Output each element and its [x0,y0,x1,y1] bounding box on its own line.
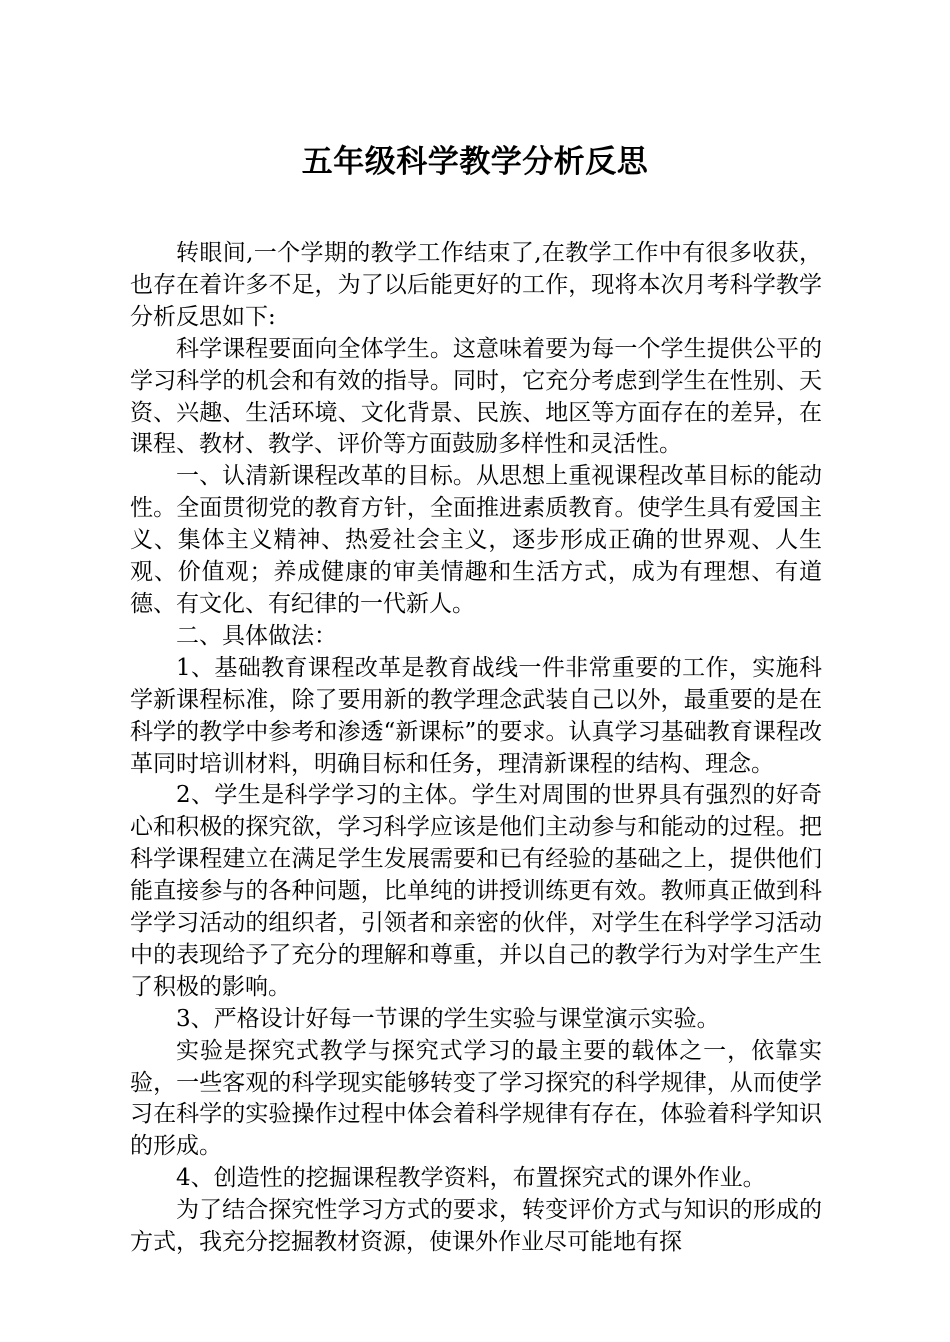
paragraph-item-3: 3、严格设计好每一节课的学生实验与课堂演示实验。 [176,1005,720,1032]
paragraph-section-two-heading: 二、具体做法： [176,622,337,649]
paragraph-experiment: 实验是探究式教学与探究式学习的最主要的载体之一，依靠实验，一些客观的科学现实能够转变了学习探究的科学规律，从而使学习在科学的实验操作过程中体会着科学规律有存在，体验着科学知识的形成。 [130,1037,822,1160]
paragraph-curriculum: 科学课程要面向全体学生。这意味着要为每一个学生提供公平的学习科学的机会和有效的指导。同时，它充分考虑到学生在性别、天资、兴趣、生活环境、文化背景、民族、地区等方面存在的差异，在课程、教材、教学、评价等方面鼓励多样性和灵活性。 [130,335,822,458]
paragraph-intro: 转眼间,一个学期的教学工作结束了,在教学工作中有很多收获，也存在着许多不足，为了以后能更好的工作，现将本次月考科学教学分析反思如下: [130,240,822,330]
document-body [130,238,822,1259]
paragraph-item-2: 2、学生是科学学习的主体。学生对周围的世界具有强烈的好奇心和积极的探究欲，学习科学应该是他们主动参与和能动的过程。把科学课程建立在满足学生发展需要和已有经验的基础之上，提供他们能直接参与的各种问题，比单纯的讲授训练更有效。教师真正做到科学学习活动的组织者，引领者和亲密的伙伴，对学生在科学学习活动中的表现给予了充分的理解和尊重，并以自己的教学行为对学生产生了积极的影响。 [130,782,822,1000]
paragraph-item-4: 4、创造性的挖掘课程教学资料，布置探究式的课外作业。 [176,1165,766,1192]
paragraph-homework: 为了结合探究性学习方式的要求，转变评价方式与知识的形成的方式，我充分挖掘教材资源，使课外作业尽可能地有探 [130,1197,822,1256]
document-title: 五年级科学教学分析反思 [301,144,649,180]
paragraph-item-1: 1、基础教育课程改革是教育战线一件非常重要的工作，实施科学新课程标准，除了要用新的教学理念武装自己以外，最重要的是在科学的教学中参考和渗透“新课标”的要求。认真学习基础教育课程改革同时培训材料，明确目标和任务，理清新课程的结构、理念。 [130,654,822,777]
paragraph-section-one: 一、认清新课程改革的目标。从思想上重视课程改革目标的能动性。全面贯彻党的教育方针，全面推进素质教育。使学生具有爱国主义、集体主义精神、热爱社会主义，逐步形成正确的世界观、人生观、价值观；养成健康的审美情趣和生活方式，成为有理想、有道德、有文化、有纪律的一代新人。 [130,463,822,617]
